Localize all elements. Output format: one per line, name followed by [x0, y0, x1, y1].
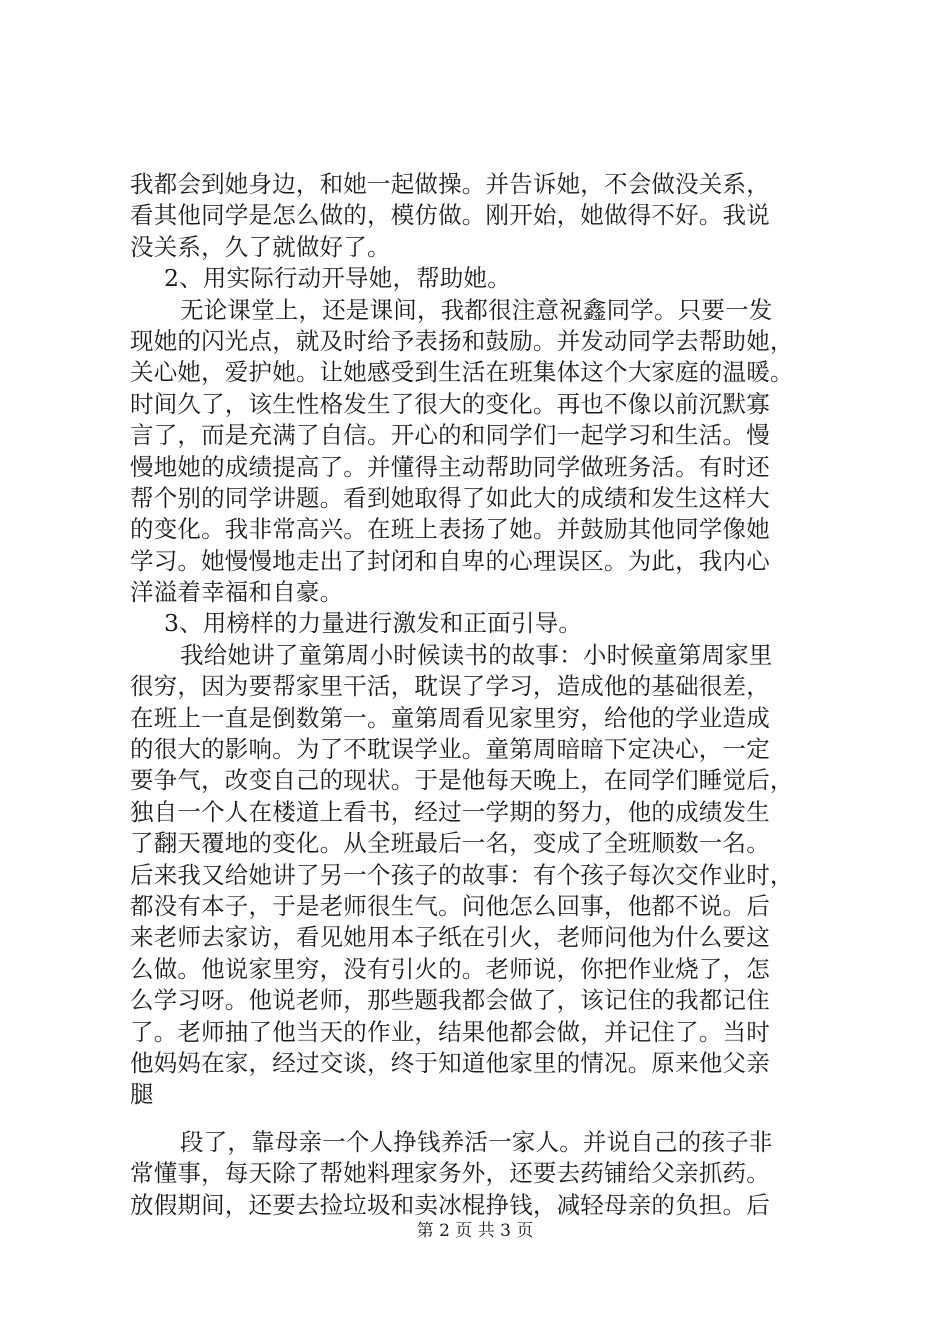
text-line: 他妈妈在家，经过交谈，终于知道他家里的情况。原来他父亲	[130, 1048, 770, 1077]
text-line: 帮个别的同学讲题。看到她取得了如此大的成绩和发生这样大	[130, 483, 770, 512]
text-line: 洋溢着幸福和自豪。	[130, 578, 344, 607]
body-text	[130, 169, 840, 1221]
text-line: 了。老师抽了他当天的作业，结果他都会做，并记住了。当时	[130, 1017, 770, 1046]
text-line: 要争气，改变自己的现状。于是他每天晚上，在同学们睡觉后，	[130, 766, 794, 795]
text-line: 腿	[130, 1080, 154, 1109]
text-line: 独自一个人在楼道上看书，经过一学期的努力，他的成绩发生	[130, 797, 770, 826]
section-heading: 3、用榜样的力量进行激发和正面引导。	[164, 609, 583, 638]
text-line: 现她的闪光点，就及时给予表扬和鼓励。并发动同学去帮助她，	[130, 326, 794, 355]
text-line: 学习。她慢慢地走出了封闭和自卑的心理误区。为此，我内心	[130, 546, 770, 575]
text-line: 段了，靠母亲一个人挣钱养活一家人。并说自己的孩子非	[180, 1127, 773, 1156]
text-line: 后来我又给她讲了另一个孩子的故事：有个孩子每次交作业时，	[130, 860, 794, 889]
text-line: 我都会到她身边，和她一起做操。并告诉她，不会做没关系，	[130, 170, 770, 198]
text-line: 了翻天覆地的变化。从全班最后一名，变成了全班顺数一名。	[130, 829, 770, 858]
text-line: 在班上一直是倒数第一。童第周看见家里穷，给他的学业造成	[130, 703, 770, 732]
text-line: 么学习呀。他说老师，那些题我都会做了，该记住的我都记住	[130, 986, 770, 1015]
text-line: 没关系，久了就做好了。	[130, 232, 391, 261]
text-line: 都没有本子，于是老师很生气。问他怎么回事，他都不说。后	[130, 891, 770, 920]
text-line: 慢地她的成绩提高了。并懂得主动帮助同学做班务活。有时还	[130, 452, 770, 481]
text-line: 关心她，爱护她。让她感受到生活在班集体这个大家庭的温暖。	[130, 358, 794, 387]
page-footer: 第 2 页 共 3 页	[416, 1221, 534, 1241]
text-line: 很穷，因为要帮家里干活，耽误了学习，造成他的基础很差，	[130, 672, 770, 701]
text-line: 我给她讲了童第周小时候读书的故事：小时候童第周家里	[180, 640, 773, 669]
text-line: 时间久了，该生性格发生了很大的变化。再也不像以前沉默寡	[130, 389, 770, 418]
text-line: 的很大的影响。为了不耽误学业。童第周暗暗下定决心，一定	[130, 735, 770, 764]
text-line: 么做。他说家里穷，没有引火的。老师说，你把作业烧了，怎	[130, 954, 770, 983]
text-line: 的变化。我非常高兴。在班上表扬了她。并鼓励其他同学像她	[130, 515, 770, 544]
text-line: 来老师去家访，看见她用本子纸在引火，老师问他为什么要这	[130, 923, 770, 952]
text-line: 看其他同学是怎么做的，模仿做。刚开始，她做得不好。我说	[130, 201, 770, 230]
text-line: 无论课堂上，还是课间，我都很注意祝鑫同学。只要一发	[180, 295, 773, 324]
text-line: 常懂事，每天除了帮她料理家务外，还要去药铺给父亲抓药。	[130, 1159, 770, 1188]
text-line: 言了，而是充满了自信。开心的和同学们一起学习和生活。慢	[130, 421, 770, 450]
text-line: 放假期间，还要去捡垃圾和卖冰棍挣钱，减轻母亲的负担。后	[130, 1190, 770, 1219]
section-heading: 2、用实际行动开导她，帮助她。	[164, 264, 511, 293]
